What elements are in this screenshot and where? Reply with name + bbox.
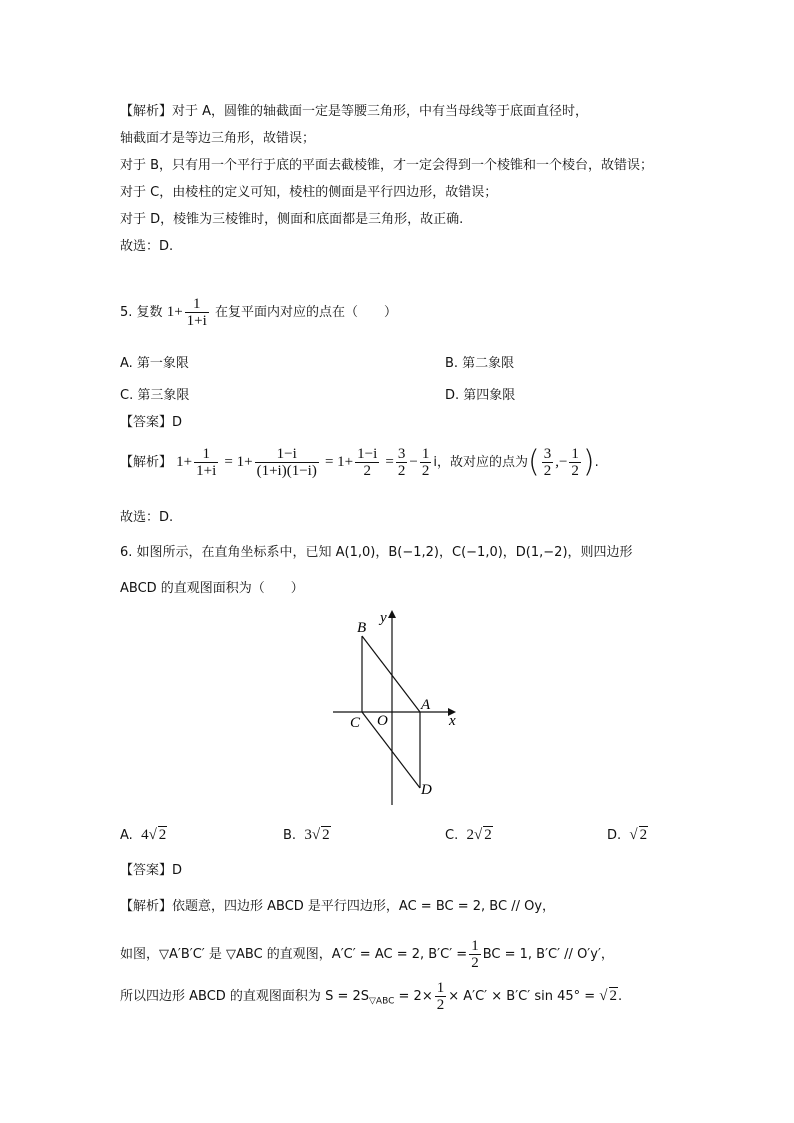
q6-option-b[interactable]: B. 3√ 2 <box>283 827 330 843</box>
q5-option-c[interactable]: C. 第三象限 <box>120 388 190 403</box>
q5-option-a[interactable]: A. 第一象限 <box>120 356 189 371</box>
label-o: O <box>377 713 388 729</box>
label-c: C <box>350 715 361 731</box>
q6-option-c[interactable]: C. 2√ 2 <box>445 827 492 843</box>
y-axis-arrow <box>388 610 396 618</box>
q6-option-d[interactable]: D. √ 2 <box>607 827 648 843</box>
prev-line-1: 【解析】对于 A，圆锥的轴截面一定是等腰三角形，中有当母线等于底面直径时， <box>120 104 589 119</box>
segment-cd <box>362 712 420 788</box>
q6-answer: 【答案】D <box>120 863 183 878</box>
q5-analysis: 【解析】 1+ $\frac{1}{1+i}$ = 1+ $\frac{1-i}{(1+i)(1-i)}$ = 1+ $\frac{1-i}{2}$ = $\frac{3}{2}$ − $\frac{1}{2}$ i，故对应的点为( $\frac{3}{2}$ ,− $\frac{1}{2}$ ). <box>120 444 599 480</box>
prev-line-2: 轴截面才是等边三角形，故错误； <box>120 131 316 146</box>
q6-analysis-line-3: 所以四边形 ABCD 的直观图面积为 $S = 2S_{▽ABC} = 2\times$ $\frac{1}{2}$ × A′C′ × B′C′ sin 45° = √ 2. <box>120 980 623 1013</box>
q6-option-a[interactable]: A. 4√ 2 <box>120 827 167 843</box>
label-y: y <box>380 610 387 626</box>
q5-option-d[interactable]: D. 第四象限 <box>445 388 516 403</box>
label-b: B <box>357 620 367 636</box>
q5-fraction: $\frac{1}{1+i}$ <box>186 296 207 329</box>
q5-conclusion: 故选：D. <box>120 510 174 525</box>
prev-line-4: 对于 C，由棱柱的定义可知，棱柱的侧面是平行四边形，故错误； <box>120 185 498 200</box>
prev-line-6: 故选：D. <box>120 239 174 254</box>
prev-line-3: 对于 B，只有用一个平行于底的平面去截棱锥，才一定会得到一个棱锥和一个棱台，故错误； <box>120 158 654 173</box>
prev-line-5: 对于 D，棱锥为三棱锥时，侧面和底面都是三角形，故正确. <box>120 212 464 227</box>
q5-option-b[interactable]: B. 第二象限 <box>445 356 515 371</box>
q6-analysis-line-2: 如图，▽A′B′C′ 是 ▽ABC 的直观图，A′C′ = AC = 2, B′C′ = $\frac{1}{2}$ BC = 1, B′C′ // O′y′， <box>120 938 614 971</box>
q5-stem: 5. 复数 1+ $\frac{1}{1+i}$ 在复平面内对应的点在（ ） <box>120 296 397 329</box>
q6-figure <box>0 600 794 860</box>
segment-ba <box>362 636 420 712</box>
label-x: x <box>449 713 456 729</box>
q6-stem-line-1: 6. 如图所示，在直角坐标系中，已知 A(1,0)，B(−1,2)，C(−1,0)，D(1,−2)，则四边形 <box>120 545 633 560</box>
q6-stem-line-2: ABCD 的直观图面积为（ ） <box>120 581 304 596</box>
q5-answer: 【答案】D <box>120 415 183 430</box>
q6-analysis-line-1: 【解析】依题意，四边形 ABCD 是平行四边形，AC = BC = 2, BC // Oy， <box>120 899 556 914</box>
label-a: A <box>421 697 431 713</box>
label-d: D <box>421 782 432 798</box>
